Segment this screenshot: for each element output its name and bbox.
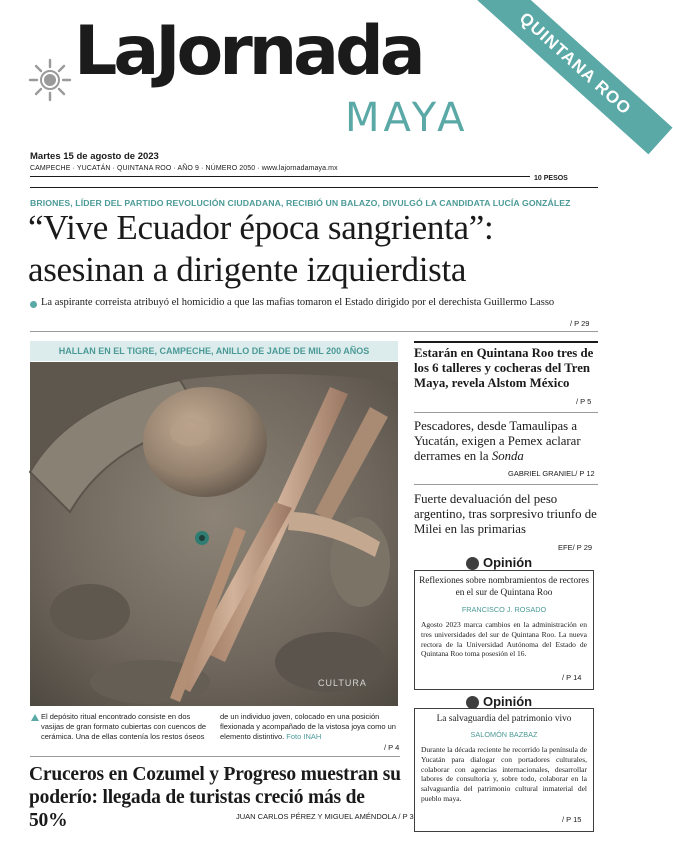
opinion2-headline[interactable]: La salvaguardia del patrimonio vivo: [436, 714, 572, 724]
sidebar-story3-ref[interactable]: / P 29: [572, 543, 593, 552]
bottom-story-author: JUAN CARLOS PÉREZ Y MIGUEL AMÉNDOLA: [236, 812, 397, 821]
region-ribbon: [420, 0, 635, 150]
sidebar-story1-ref[interactable]: / P 5: [576, 397, 592, 406]
sun-logo-icon: [28, 58, 72, 102]
sidebar-story2-headline-italic: Sonda: [491, 449, 524, 463]
sidebar-story2-headline-main: Pescadores, desde Tamaulipas a Yucatán, exigen a Pemex aclarar derrames en la: [414, 419, 581, 463]
issue-date: Martes 15 de agosto de 2023: [30, 151, 159, 162]
opinion2-ref[interactable]: / P 15: [562, 815, 582, 824]
photo-caption-right: [220, 712, 398, 742]
masthead-rule: [30, 176, 530, 177]
sidebar-rule: [414, 484, 598, 485]
lead-headline-line1: “Vive Ecuador época sangrienta”:: [28, 208, 494, 247]
masthead-subtitle: MAYA: [345, 95, 469, 141]
opinion-icon: [466, 557, 479, 570]
burial-photo: [30, 362, 398, 706]
photo-watermark: CULTURA: [318, 678, 367, 688]
section-rule: [30, 331, 598, 332]
region-ribbon-label: QUINTANA ROO: [477, 0, 672, 154]
sidebar-story3-author: EFE: [558, 543, 573, 552]
opinion1-author: FRANCISCO J. ROSADO: [461, 605, 547, 614]
bottom-story-byline: [236, 812, 414, 821]
sidebar-story2-byline: [508, 469, 595, 478]
price-label: 10 PESOS: [534, 175, 568, 182]
opinion2-body: Durante la década reciente he recorrido la península de Yucatán para dialogar con portadores culturales, colaborar con agencias internacionales, desarrollar labores de consultoría y, sobre todo, colaborar en la salvaguardia del patrimonio cultural inmaterial del pueblo maya.: [421, 745, 587, 803]
lead-headline-line2: asesinan a dirigente izquierdista: [28, 250, 467, 289]
opinion1-headline[interactable]: Reflexiones sobre nombramientos de rectores en el sur de Quintana Roo: [419, 576, 589, 598]
lead-page-ref[interactable]: / P 29: [570, 319, 590, 328]
sidebar-story3-byline: [558, 543, 592, 552]
sidebar-story2-author: GABRIEL GRANIEL: [508, 469, 576, 478]
photo-caption-left: El depósito ritual encontrado consiste en dos vasijas de gran formato cubiertas con cuencos de cerámica. Una de ellas contenía los restos óseos: [41, 712, 207, 741]
masthead-rule-bottom: [30, 187, 598, 188]
bullet-icon: [30, 301, 37, 308]
opinion1-body: Agosto 2023 marca cambios en la administración en tres universidades del sur de Quintana Roo. La nueva rectora de la Universidad Autónoma del Estado de Quintana Roo toma posesión el 16.: [421, 620, 587, 659]
photo-caption-right-text: de un individuo joven, colocado en una posición flexionada y acompañado de la vistosa joya como un elemento distintivo.: [220, 712, 396, 741]
photo-story-header[interactable]: HALLAN EN EL TIGRE, CAMPECHE, ANILLO DE JADE DE MIL 200 AÑOS: [30, 341, 398, 361]
sidebar-story3-headline[interactable]: Fuerte devaluación del peso argentino, tras sorpresivo triunfo de Milei en las primarias: [414, 492, 597, 536]
sidebar-story2-headline[interactable]: [414, 419, 600, 464]
opinion1-label: Opinión: [483, 555, 533, 570]
lead-summary: La aspirante correista atribuyó el homicidio a que las mafias tomaron el Estado dirigido por el derechista Guillermo Lasso: [41, 297, 555, 308]
sidebar-story2-ref[interactable]: / P 12: [575, 469, 595, 478]
lead-kicker[interactable]: BRIONES, LÍDER DEL PARTIDO REVOLUCIÓN CIUDADANA, RECIBIÓ UN BALAZO, DIVULGÓ LA CANDIDATA LUCÍA GONZÁLEZ: [30, 198, 571, 208]
caption-arrow-icon: [31, 714, 39, 721]
sidebar-top-rule: [414, 341, 598, 343]
edition-line: CAMPECHE · YUCATÁN · QUINTANA ROO · AÑO 9 · NÚMERO 2050 · www.lajornadamaya.mx: [30, 165, 338, 172]
opinion2-author: SALOMÓN BAZBAZ: [470, 730, 538, 739]
sidebar-story1-headline[interactable]: Estarán en Quintana Roo tres de los 6 talleres y cocheras del Tren Maya, revela Alstom México: [414, 346, 594, 390]
photo-page-ref[interactable]: / P 4: [384, 743, 400, 752]
photo-credit: Foto INAH: [286, 732, 322, 741]
bottom-story-page-ref[interactable]: / P 3: [398, 812, 414, 821]
masthead-title: LaJornada: [74, 12, 422, 91]
opinion2-label: Opinión: [483, 694, 533, 709]
sidebar-rule: [414, 412, 598, 413]
bottom-story-headline[interactable]: Cruceros en Cozumel y Progreso muestran su poderío: llegada de turistas creció más de 50%: [29, 764, 401, 831]
bottom-story-rule: [30, 756, 400, 757]
opinion1-ref[interactable]: / P 14: [562, 673, 582, 682]
lead-headline[interactable]: [28, 207, 598, 291]
